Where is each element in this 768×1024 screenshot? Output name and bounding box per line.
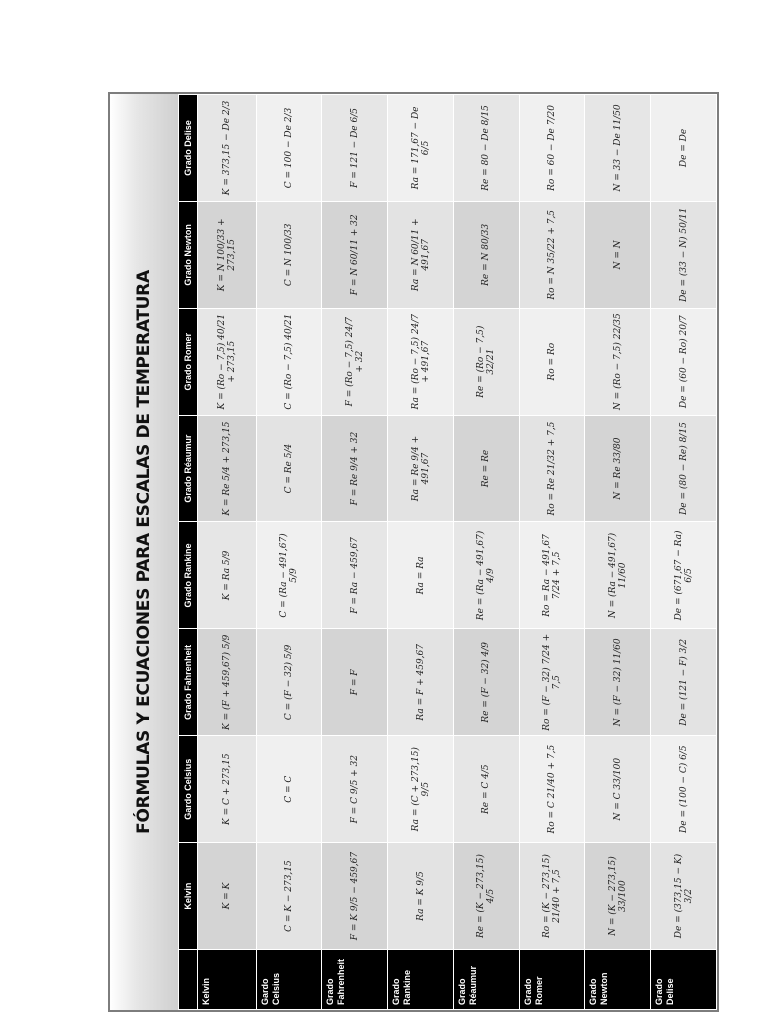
formula-cell: N = 33 − De 11/50 [585,95,651,202]
formula-cell: K = Ra 5/9 [198,522,257,629]
formula-cell: Ro = Re 21/32 + 7,5 [519,415,585,522]
table-row [651,95,717,1010]
formula-cell: K = K [198,843,257,950]
formula-cell: F = 121 − De 6/5 [322,95,388,202]
formula-cell: Re = (Ra − 491,67) 4/9 [453,522,519,629]
formula-cell: Re = (Ro − 7,5) 32/21 [453,308,519,415]
formula-cell: Re = Re [453,415,519,522]
formula-cell: N = (F − 32) 11/60 [585,629,651,736]
formula-cell: C = (F − 32) 5/9 [256,629,322,736]
formula-cell: Ra = 171,67 − De 6/5 [388,95,454,202]
formula-cell: Ro = N 35/22 + 7,5 [519,201,585,308]
formula-cell: N = (K − 273,15) 33/100 [585,843,651,950]
column-header: Grado Réaumur [179,415,198,522]
formula-cell: K = (F + 459,67) 5/9 [198,629,257,736]
column-header: Kelvin [179,843,198,950]
formula-table [178,94,717,1010]
table-row [388,95,454,1010]
formula-cell: Ro = 60 − De 7/20 [519,95,585,202]
formula-cell: Re = 80 − De 8/15 [453,95,519,202]
corner-cell [179,950,198,1010]
column-header: Grado Rankine [179,522,198,629]
column-header: Grado Fahrenheit [179,629,198,736]
row-header: Kelvin [198,950,257,1010]
formula-cell: De = (80 − Re) 8/15 [651,415,717,522]
formula-cell: De = (121 − F) 3/2 [651,629,717,736]
column-header: Gardo Celsius [179,736,198,843]
document-sheet [108,92,719,1012]
formula-cell: K = 373,15 − De 2/3 [198,95,257,202]
column-header: Grado Delise [179,95,198,202]
page-title: FÓRMULAS Y ECUACIONES PARA ESCALAS DE TEMPERATURA [134,270,154,834]
formula-cell: Ro = Ra − 491,67 7/24 + 7,5 [519,522,585,629]
row-header: Grado Réaumur [453,950,519,1010]
table-row [256,95,322,1010]
title-band [110,94,178,1010]
formula-cell: Ra = (C + 273,15) 9/5 [388,736,454,843]
formula-cell: Ra = Ra [388,522,454,629]
formula-cell: C = (Ra − 491,67) 5/9 [256,522,322,629]
formula-cell: F = N 60/11 + 32 [322,201,388,308]
row-header: Grado Delise [651,950,717,1010]
formula-cell: K = (Ro − 7,5) 40/21 + 273,15 [198,308,257,415]
formula-cell: Ra = N 60/11 + 491,67 [388,201,454,308]
formula-cell: F = C 9/5 + 32 [322,736,388,843]
formula-cell: N = N [585,201,651,308]
table-row [453,95,519,1010]
formula-cell: N = C 33/100 [585,736,651,843]
formula-cell: F = K 9/5 − 459,67 [322,843,388,950]
column-header: Grado Newton [179,201,198,308]
formula-cell: De = (671,67 − Ra) 6/5 [651,522,717,629]
formula-cell: N = (Ro − 7,5) 22/35 [585,308,651,415]
formula-cell: Re = N 80/33 [453,201,519,308]
formula-cell: Ra = (Ro − 7,5) 24/7 + 491,67 [388,308,454,415]
row-header: Gardo Celsius [256,950,322,1010]
formula-cell: De = (100 − C) 6/5 [651,736,717,843]
formula-cell: De = (373,15 − K) 3/2 [651,843,717,950]
formula-cell: F = (Ro − 7,5) 24/7 + 32 [322,308,388,415]
formula-cell: F = Ra − 459,67 [322,522,388,629]
formula-cell: Ra = K 9/5 [388,843,454,950]
table-row [322,95,388,1010]
formula-cell: Ro = (F − 32) 7/24 + 7,5 [519,629,585,736]
formula-cell: Re = (F − 32) 4/9 [453,629,519,736]
formula-cell: F = F [322,629,388,736]
formula-cell: De = (33 − N) 50/11 [651,201,717,308]
formula-cell: Ro = C 21/40 + 7,5 [519,736,585,843]
row-header: Grado Rankine [388,950,454,1010]
formula-cell: K = N 100/33 + 273,15 [198,201,257,308]
formula-cell: N = Re 33/80 [585,415,651,522]
row-header: Grado Newton [585,950,651,1010]
table-row [198,95,257,1010]
formula-cell: F = Re 9/4 + 32 [322,415,388,522]
formula-cell: C = (Ro − 7,5) 40/21 [256,308,322,415]
formula-cell: N = (Ra − 491,67) 11/60 [585,522,651,629]
formula-cell: Re = (K − 273,15) 4/5 [453,843,519,950]
formula-cell: Ro = Ro [519,308,585,415]
formula-cell: Ra = Re 9/4 + 491,67 [388,415,454,522]
formula-cell: Re = C 4/5 [453,736,519,843]
column-header: Grado Romer [179,308,198,415]
formula-cell: K = C + 273,15 [198,736,257,843]
table-row [519,95,585,1010]
formula-cell: C = C [256,736,322,843]
formula-cell: C = N 100/33 [256,201,322,308]
formula-cell: Ra = F + 459,67 [388,629,454,736]
formula-cell: C = Re 5/4 [256,415,322,522]
table-header-row [179,95,198,1010]
table-row [585,95,651,1010]
formula-cell: C = 100 − De 2/3 [256,95,322,202]
formula-cell: De = De [651,95,717,202]
formula-cell: Ro = (K − 273,15) 21/40 + 7,5 [519,843,585,950]
row-header: Grado Fahrenheit [322,950,388,1010]
row-header: Grado Romer [519,950,585,1010]
formula-cell: De = (60 − Ro) 20/7 [651,308,717,415]
formula-cell: K = Re 5/4 + 273,15 [198,415,257,522]
rotated-page [110,94,717,1010]
formula-cell: C = K − 273,15 [256,843,322,950]
